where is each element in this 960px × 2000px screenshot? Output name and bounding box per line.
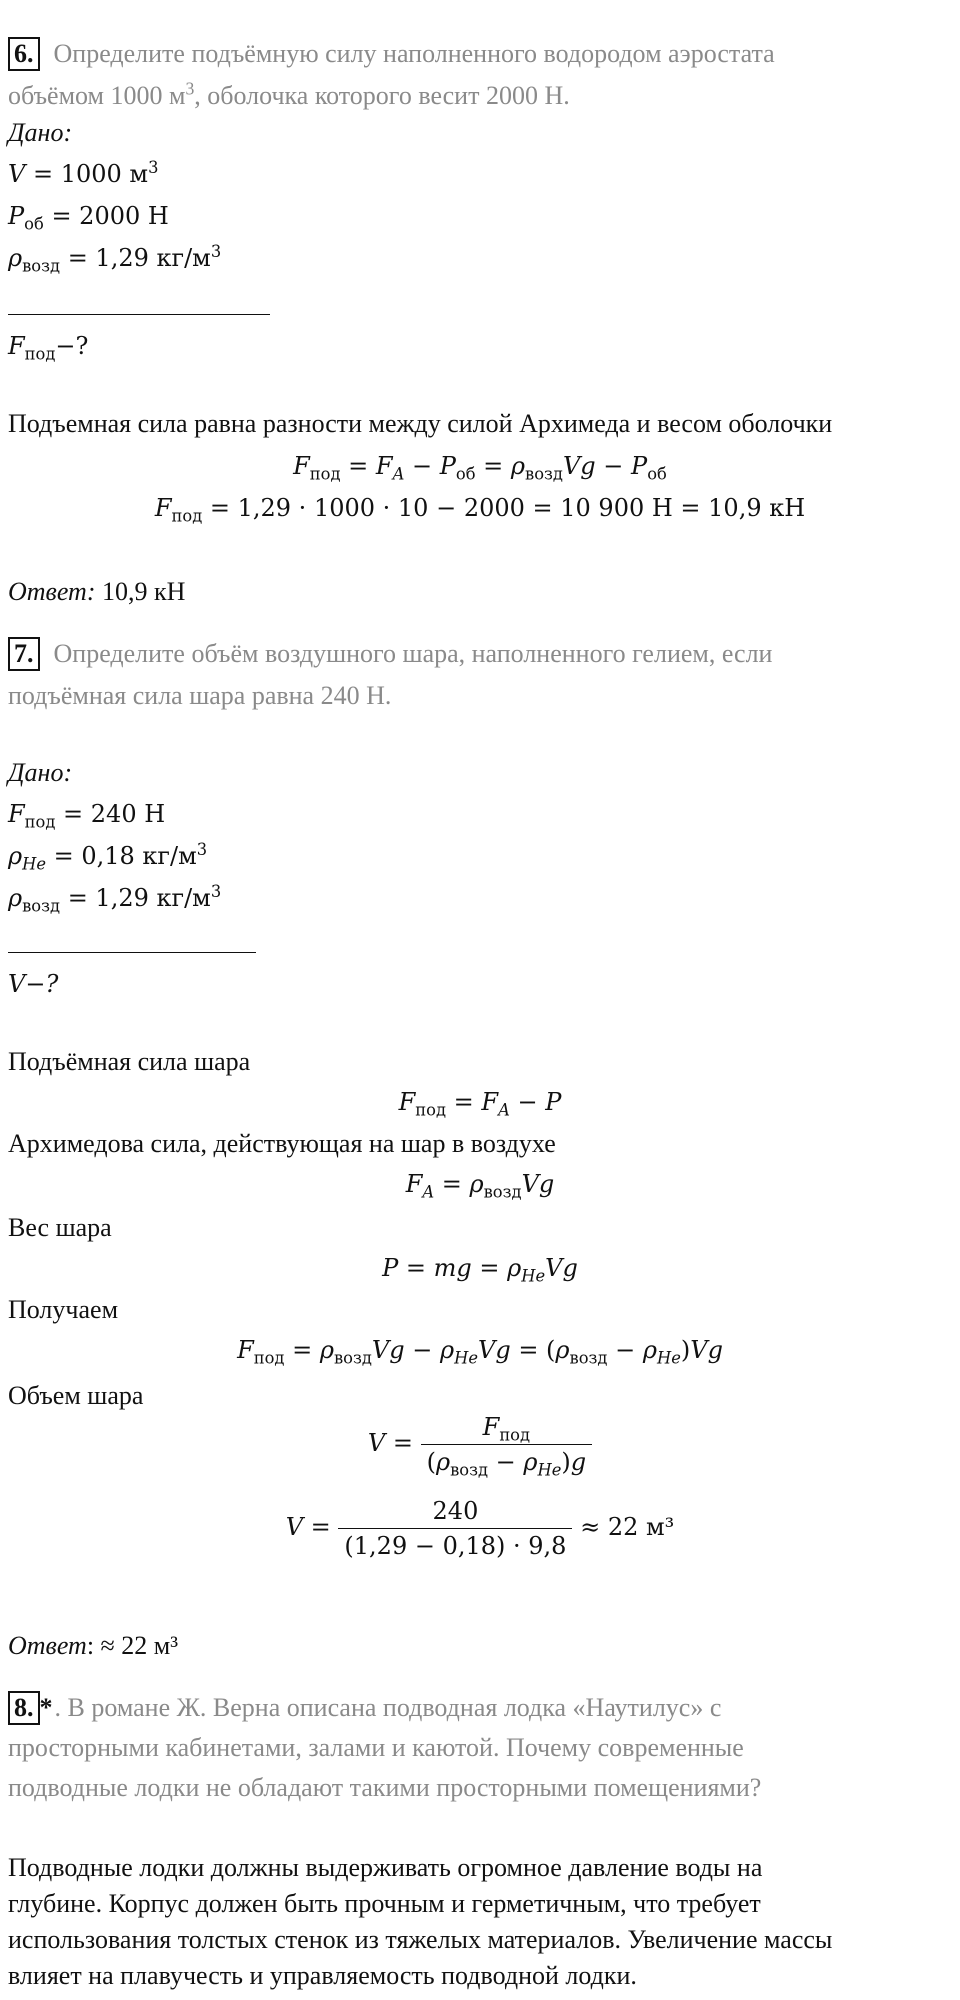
problem-7-question-text: Определите объём воздушного шара, наполненного гелием, если xyxy=(53,639,773,668)
problem-7-find: V−? xyxy=(8,970,59,998)
problem-7-given-1 xyxy=(8,794,165,834)
q2-pre: объёмом 1000 м xyxy=(8,81,186,110)
star: * xyxy=(39,1693,53,1722)
calc-denominator: (1,29 − 0,18) · 9,8 xyxy=(338,1528,572,1563)
sup: 3 xyxy=(210,882,222,902)
problem-8-answer-line-4: влияет на плавучесть и управляемость подводной лодки. xyxy=(8,1961,637,1990)
sub: He xyxy=(22,854,46,874)
sup: 3 xyxy=(210,242,222,262)
sym: V xyxy=(8,160,26,188)
sup: 3 xyxy=(196,840,208,860)
sub: об xyxy=(24,214,44,234)
answer-label: Ответ: xyxy=(8,577,96,606)
sym: ρ xyxy=(8,244,23,272)
problem-7-question-line-1 xyxy=(8,634,772,674)
problem-6-question-line-2 xyxy=(8,76,570,116)
problem-7-given-2 xyxy=(8,836,207,876)
val: = 240 Н xyxy=(55,800,166,828)
volume-fraction: $\frac{F_{под}}{(\rho_{возд} - \rho_{He})g}$ xyxy=(421,1410,593,1479)
val: = 0,18 кг/м xyxy=(46,842,197,870)
problem-6-given-label: Дано: xyxy=(8,118,73,147)
problem-8-answer-line-2: глубине. Корпус должен быть прочным и герметичным, что требует xyxy=(8,1889,761,1918)
problem-7-given-3 xyxy=(8,878,221,918)
problem-6-given-3 xyxy=(8,238,221,278)
problem-7-given-label: Дано: xyxy=(8,758,73,787)
problem-6-formula-2: $F_{под} = 1,29 \cdot 1000 \cdot 10 - 2000 = 10$ 900 Н = 10,9 кН xyxy=(154,494,806,526)
problem-7-formula-get: $F_{под} = \rho_{возд}Vg - \rho_{He}Vg = (\rho_{возд} - \rho_{He})Vg$ xyxy=(237,1336,723,1368)
q2-post: , оболочка которого весит 2000 Н. xyxy=(194,81,570,110)
problem-6-given-divider xyxy=(8,314,270,315)
sym: F xyxy=(8,800,25,828)
problem-6-number: 6. xyxy=(8,37,40,71)
problem-7-question-line-2: подъёмная сила шара равна 240 Н. xyxy=(8,681,392,710)
sub: возд xyxy=(22,896,61,916)
problem-7-step-weight: Вес шара xyxy=(8,1213,112,1242)
problem-6-question-line-1 xyxy=(8,34,775,74)
val: = 1000 м xyxy=(25,160,149,188)
problem-6-explanation: Подъемная сила равна разности между силой Архимеда и весом оболочки xyxy=(8,409,833,438)
problem-7-formula-weight: P = mg = $\rho_{He}Vg$ xyxy=(382,1254,578,1286)
problem-7-given-divider xyxy=(8,952,256,953)
sub: под xyxy=(24,344,56,364)
val: = 1,29 кг/м xyxy=(60,244,211,272)
sub: под xyxy=(24,812,56,832)
sym: P xyxy=(8,202,25,230)
problem-6-question-text: Определите подъёмную силу наполненного водородом аэростата xyxy=(53,39,775,68)
calc-result: ≈ 22 м³ xyxy=(572,1513,675,1541)
problem-8-question-line-2: просторными кабинетами, залами и каютой. Почему современные xyxy=(8,1733,744,1762)
tail: −? xyxy=(55,332,89,360)
problem-6-formula-1: $F_{под} = F_A - P_{об} = \rho_{возд}Vg - P_{об}$ xyxy=(293,452,667,484)
problem-7-answer xyxy=(8,1626,178,1666)
problem-8-answer-line-1: Подводные лодки должны выдерживать огромное давление воды на xyxy=(8,1853,763,1882)
answer-value: 10,9 кН xyxy=(101,577,186,606)
problem-6-find xyxy=(8,326,88,366)
val: = 1,29 кг/м xyxy=(60,884,211,912)
answer-label: Ответ xyxy=(8,1631,87,1660)
problem-7-step-get: Получаем xyxy=(8,1295,119,1324)
problem-7-formula-archimedes: $F_A = \rho_{возд}Vg$ xyxy=(405,1170,555,1202)
sup: 3 xyxy=(148,158,159,178)
problem-7-formula-lift: $F_{под} = F_A - P$ xyxy=(398,1088,562,1120)
problem-8-question-line-3: подводные лодки не обладают такими просторными помещениями? xyxy=(8,1773,762,1802)
problem-7-step-archimedes: Архимедова сила, действующая на шар в воздухе xyxy=(8,1129,556,1158)
problem-8-answer-line-3: использования толстых стенок из тяжелых материалов. Увеличение массы xyxy=(8,1925,833,1954)
problem-7-formula-volume: V = $\frac{F_{под}}{(\rho_{возд} - \rho_{He})g}$ xyxy=(0,1410,960,1479)
problem-8-question-line-1 xyxy=(8,1688,721,1728)
problem-6-given-1 xyxy=(8,154,158,194)
problem-7-number: 7. xyxy=(8,637,40,671)
problem-7-step-volume: Объем шара xyxy=(8,1381,144,1410)
q2-sup: 3 xyxy=(185,78,195,99)
sym: ρ xyxy=(8,842,23,870)
problem-7-step-lift: Подъёмная сила шара xyxy=(8,1047,251,1076)
val: = 2000 Н xyxy=(43,202,169,230)
sym: F xyxy=(8,332,25,360)
problem-7-formula-calc: V = $\frac{240}{(1,29 - 0,18) \cdot 9,8}$ ≈ 22 м³ xyxy=(0,1494,960,1563)
problem-8-number: 8. xyxy=(8,1691,40,1725)
answer-value: : ≈ 22 м³ xyxy=(86,1631,179,1660)
sym: ρ xyxy=(8,884,23,912)
calc-numerator: 240 xyxy=(432,1497,479,1525)
problem-8-question-text: . В романе Ж. Верна описана подводная лодка «Наутилус» с xyxy=(54,1693,722,1722)
problem-6-answer xyxy=(8,572,185,612)
sub: возд xyxy=(22,256,61,276)
calc-fraction xyxy=(338,1494,572,1563)
problem-6-given-2 xyxy=(8,196,169,236)
